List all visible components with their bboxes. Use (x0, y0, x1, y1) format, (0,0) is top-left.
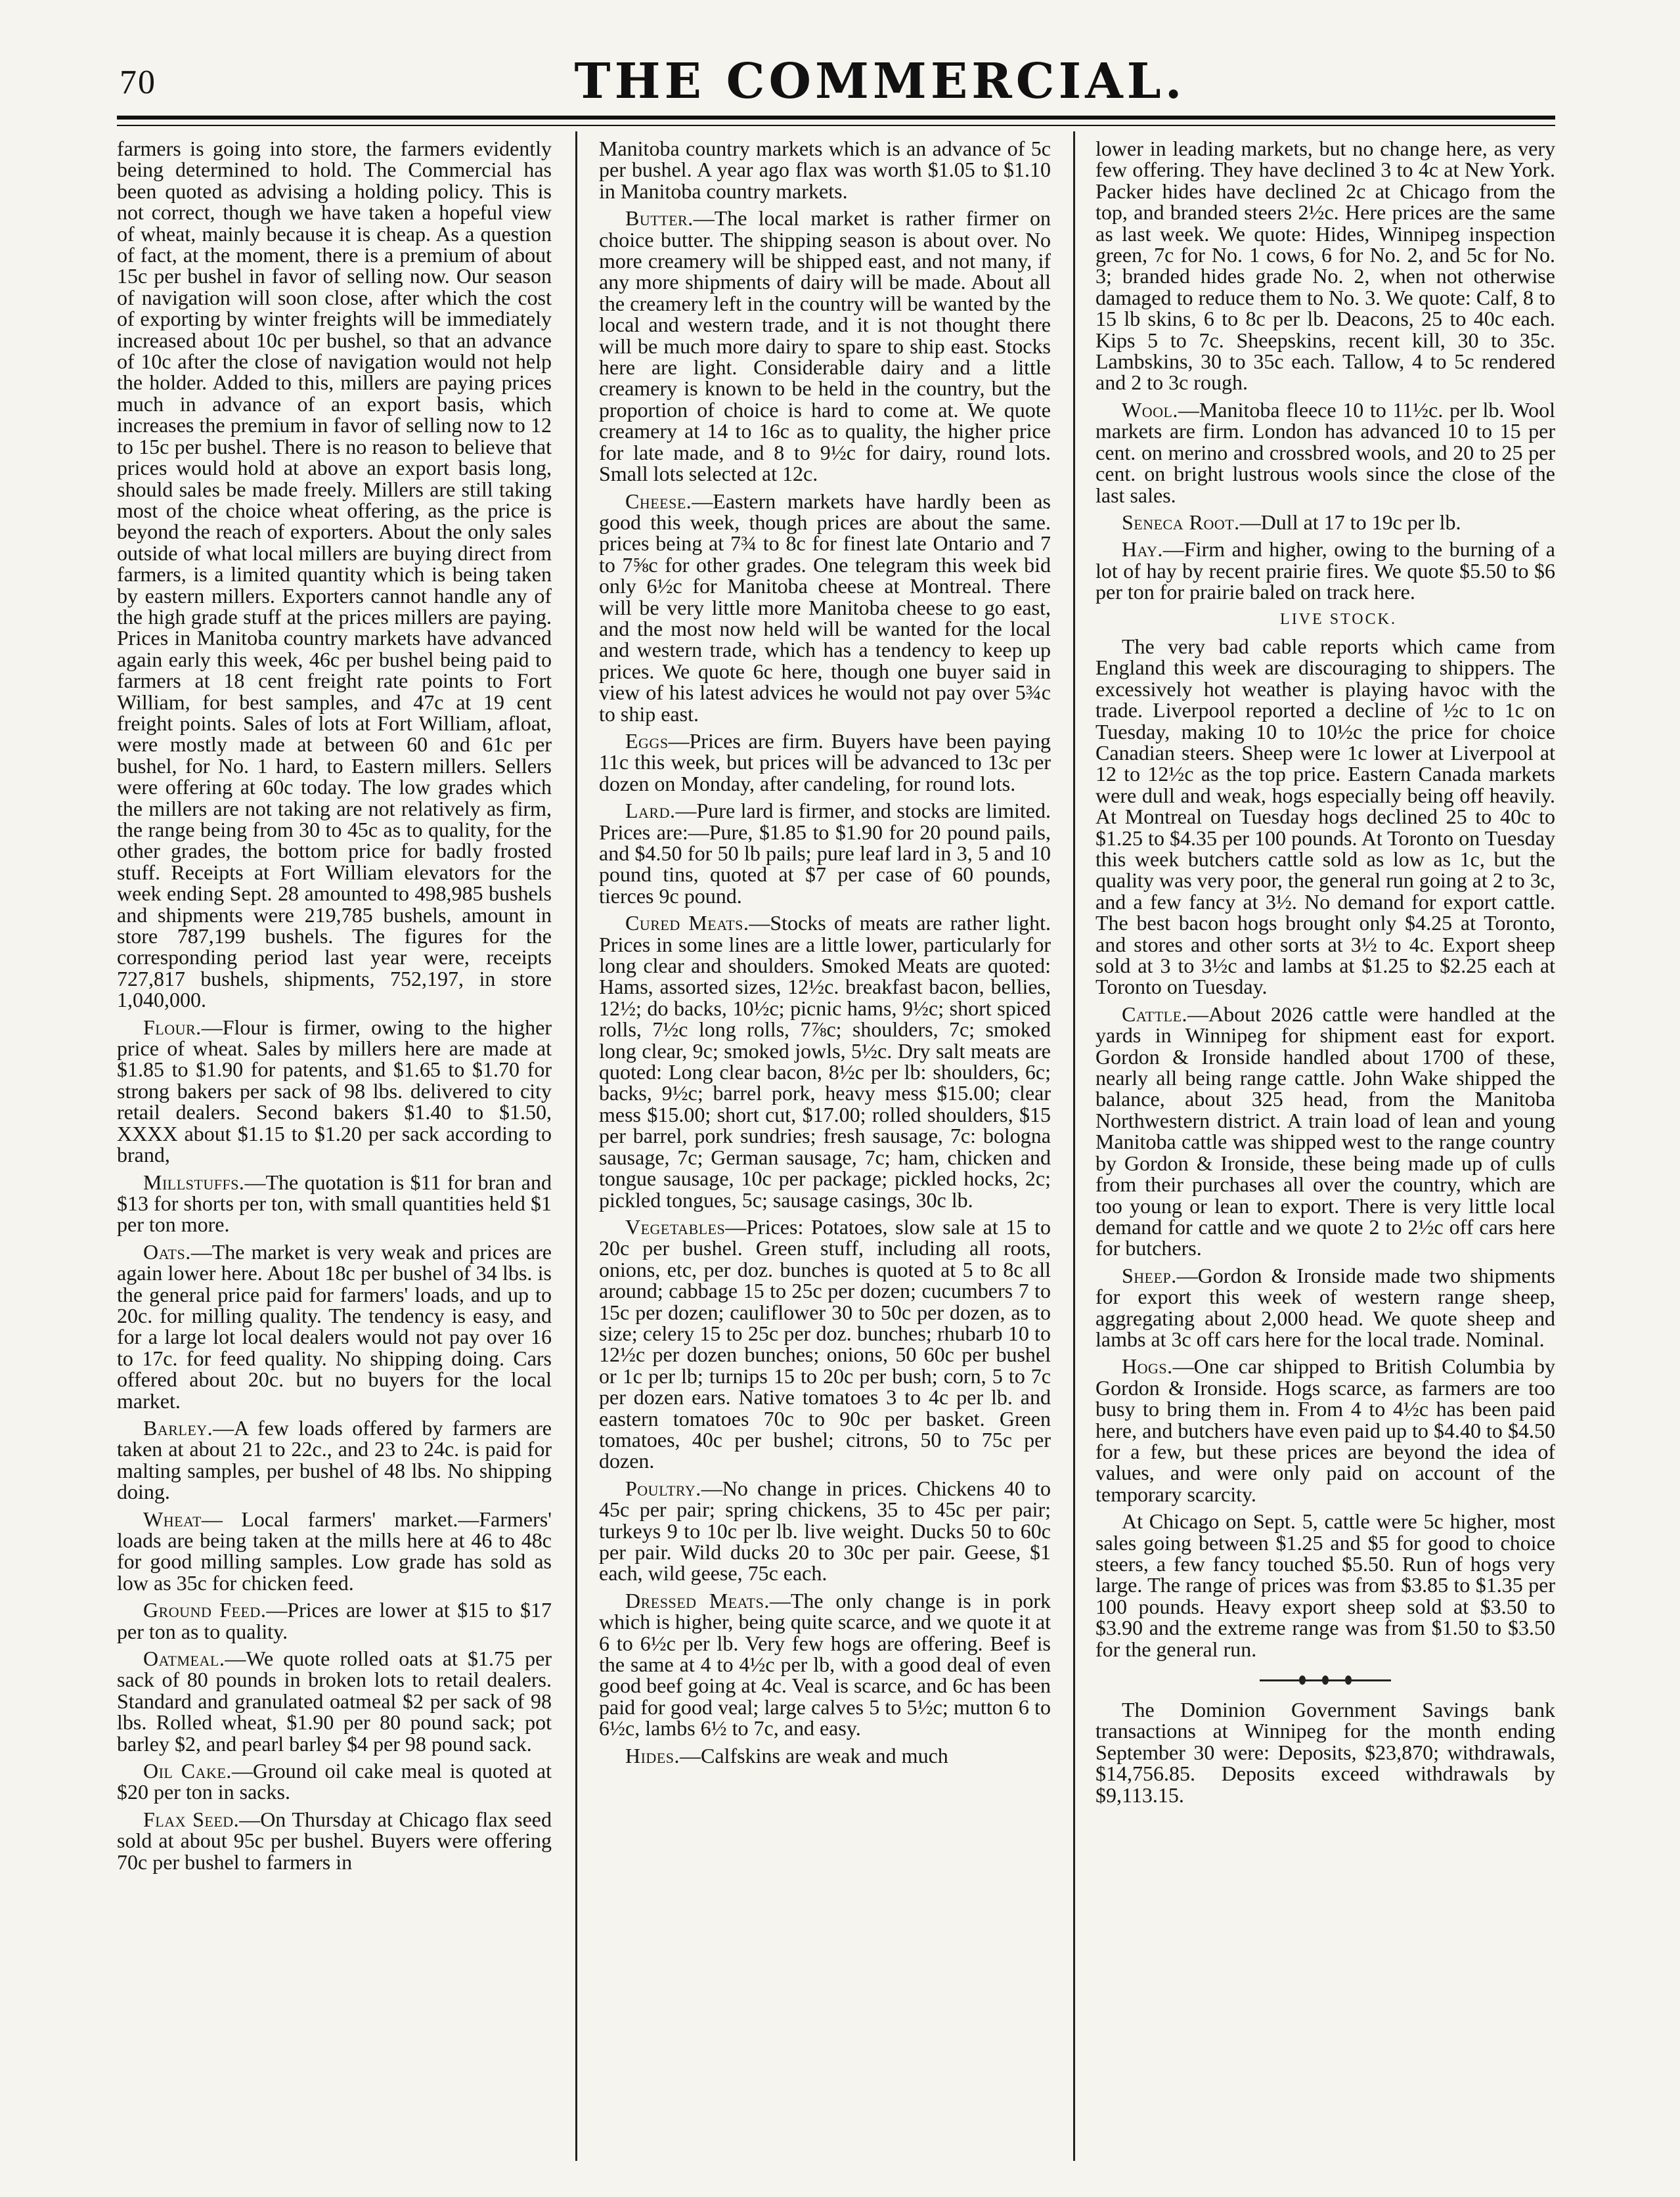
masthead-title: THE COMMERCIAL. (574, 53, 1186, 110)
oatmeal-heading: Oatmeal. (143, 1647, 225, 1671)
live-stock-section-title: LIVE STOCK. (1280, 610, 1397, 628)
hay-report (1095, 539, 1555, 602)
hides-continuation: lower in leading markets, but no change here, as very few offering. They have declined 3 to 4c at New York. Packer hides have declined 2c at Chicago from the top, and branded steers 2½c. Here prices are the same as last week. We quote: Hides, Winnipeg inspection green, 7c for No. 1 cows, 6 for No. 2, and 5c for No. 3; branded hides grade No. 2, when not otherwise damaged to reduce them to No. 3. We quote: Calf, 8 to 15 lb skins, 6 to 8c per lb. Deacons, 25 to 40c each. Kips 5 to 7c. Sheepskins, recent kill, 30 to 35c. Lambskins, 30 to 35c each. Tallow, 4 to 5c rendered and 2 to 3c rough. (1095, 138, 1555, 395)
oil-cake-heading: Oil Cake. (143, 1759, 232, 1783)
hay-heading: Hay. (1122, 537, 1163, 562)
oats-text: —The market is very weak and prices are again lower here. About 18c per bushel of 34 lbs. is the general price paid for farmers' loads, and up to 20c. for milling quality. The tendency is easy, and for a large lot local dealers would not pay over 16 to 17c. for feed quality. No shipping doing. Cars offered about 20c. but no buyers for the local market. (117, 1239, 552, 1413)
hogs-report (1095, 1356, 1555, 1505)
column-divider (1073, 131, 1075, 2161)
divider-dot (1299, 1675, 1306, 1685)
chicago-paragraph: At Chicago on Sept. 5, cattle were 5c higher, most sales going between $1.25 and $5 for good to choice steers, a few fancy touched $5.50. Run of hogs very large. The range of prices was from $3.85 to $1.35 per 100 pounds. Heavy export sheep sold at $3.50 to $3.90 and the extreme range was from $1.50 to $3.50 for the general run. (1095, 1509, 1555, 1661)
oatmeal-text: —We quote rolled oats at $1.75 per sack of 80 pounds in broken lots to retail dealers. Standard and granulated oatmeal $2 per sack of 98 lbs. Rolled wheat, $1.90 per 80 pound sack; pot barley $2, and pearl barley $4 per 98 pound sack. (117, 1647, 552, 1756)
wool-report (1095, 399, 1555, 506)
column-3 (1095, 138, 1555, 2161)
ground-feed-text: —Prices are lower at $15 to $17 per ton as to quality. (117, 1598, 552, 1643)
savings-bank-paragraph: The Dominion Government Savings bank transactions at Winnipeg for the month ending September 30 were: Deposits, $23,870; withdrawals, $14,756.85. Deposits exceed withdrawals by $9,113.15. (1095, 1698, 1555, 1807)
butter-report (599, 208, 1051, 484)
ground-feed-report (117, 1599, 552, 1642)
header-rule-thick (117, 116, 1555, 120)
dressed-meats-heading: Dressed Meats. (625, 1588, 770, 1612)
cattle-text: —About 2026 cattle were handled at the yards in Winnipeg for shipment east for export. Gordon & Ironside handled about 1700 of these, nearly all being range cattle. John Wake shipped the balance, about 325 head, from the Manitoba Northwestern district. A train load of lean and young Manitoba cattle was shipped west to the range country by Gordon & Ironside, these being made up of culls from their purchases all over the country, which are too young or lean to export. There is very little local demand for cattle and we quote 2 to 2½c off cars here for butchers. (1095, 1002, 1555, 1260)
ground-feed-heading: Ground Feed. (143, 1598, 267, 1622)
hogs-heading: Hogs. (1122, 1354, 1173, 1379)
hides-heading: Hides. (625, 1743, 680, 1767)
flax-seed-heading: Flax Seed. (143, 1807, 240, 1831)
barley-heading: Barley. (143, 1415, 213, 1440)
poultry-text: —No change in prices. Chickens 40 to 45c per pair; spring chickens, 35 to 45c per pair; turkeys 9 to 10c per lb. live weight. Ducks 50 to 60c per pair. Wild ducks 20 to 30c per pair. Geese, $1 each, wild geese, 75c each. (599, 1476, 1051, 1586)
cheese-heading: Cheese. (625, 489, 692, 513)
seneca-root-text: —Dull at 17 to 19c per lb. (1239, 510, 1461, 534)
butter-text: —The local market is rather firmer on choice butter. The shipping season is about over. No more creamery will be shipped east, and not many, if any more shipments of dairy will be made. About all the creamery left in the country will be wanted by the local and western trade, and it is not thought there will be much more dairy to spare to ship east. Stocks here are light. Considerable dairy and a little creamery is known to be held in the country, but the proportion of choice is hard to come at. We quote creamery at 14 to 16c as to quality, the higher price for late made, and 8 to 9½c for dairy, round lots. Small lots selected at 12c. (599, 206, 1051, 486)
millstuffs-report (117, 1172, 552, 1235)
seneca-root-heading: Seneca Root. (1122, 510, 1240, 534)
hides-report (599, 1745, 1051, 1766)
flax-seed-text: —On Thursday at Chicago flax seed sold at about 95c per bushel. Buyers were offering 70c per bushel to farmers in (117, 1807, 552, 1874)
flax-seed-report (117, 1809, 552, 1873)
flour-heading: Flour. (143, 1015, 202, 1039)
hay-text: —Firm and higher, owing to the burning of a lot of hay by recent prairie fires. We quote $5.50 to $6 per ton for prairie baled on track here. (1095, 537, 1555, 604)
oil-cake-report (117, 1760, 552, 1803)
cattle-report (1095, 1004, 1555, 1259)
flour-report (117, 1017, 552, 1166)
hides-text: —Calfskins are weak and much (680, 1743, 948, 1767)
column-divider (575, 131, 577, 2161)
cheese-report (599, 491, 1051, 724)
live-stock-paragraph: The very bad cable reports which came from England this week are discouraging to shippers. The excessively hot weather is playing havoc with the trade. Liverpool reported a decline of ½c to 1c on Tuesday, making 10 to 10½c the price for choice Canadian steers. Sheep were 1c lower at Liverpool at 12 to 12½c as the top price. Eastern Canada markets were dull and weak, hogs especially being off heavily. At Montreal on Tuesday hogs declined 25 to 40c to $1.25 to $4.35 per 100 pounds. At Toronto on Tuesday this week butchers cattle sold as low as 1c, but the quality was very poor, the general run going at 2 to 3c, and a few fancy at 3½. No demand for export cattle. The best bacon hogs brought only $4.25 at Toronto, and stores and other sorts at 3½ to 4c. Export sheep sold at 3 to 3½c and lambs at $1.25 to $2.25 each at Toronto on Tuesday. (1095, 634, 1555, 999)
oats-report (117, 1241, 552, 1411)
header-rule-thin (117, 125, 1555, 126)
dressed-meats-report (599, 1590, 1051, 1739)
lard-heading: Lard. (625, 799, 676, 823)
eggs-report (599, 730, 1051, 794)
flax-continuation: Manitoba country markets which is an advance of 5c per bushel. A year ago flax was worth $1.05 to $1.10 in Manitoba country markets. (599, 138, 1051, 203)
oats-heading: Oats. (143, 1239, 191, 1264)
vegetables-heading: Vegetables (625, 1214, 726, 1239)
wheat-text: — Local farmers' market.—Farmers' loads are being taken at the mills here at 46 to 48c for good milling samples. Low grade has sold as low as 35c for chicken feed. (117, 1507, 552, 1595)
column-2 (599, 138, 1051, 2161)
poultry-heading: Poultry. (625, 1476, 701, 1500)
flour-text: —Flour is firmer, owing to the higher price of wheat. Sales by millers here are made at $1.85 to $1.90 for patents, and $1.65 to $1.70 for strong bakers per sack of 98 lbs. delivered to city retail dealers. Second bakers $1.40 to $1.50, XXXX about $1.15 to $1.20 per sack according to brand, (117, 1015, 552, 1167)
lard-report (599, 800, 1051, 906)
cured-meats-heading: Cured Meats. (625, 911, 749, 935)
eggs-text: —Prices are firm. Buyers have been paying 11c this week, but prices will be advanced to 13c per dozen on Monday, after candeling, for round lots. (599, 728, 1051, 795)
page-number: 70 (120, 64, 156, 101)
millstuffs-heading: Millstuffs. (143, 1170, 245, 1194)
vegetables-text: —Prices: Potatoes, slow sale at 15 to 20c per bushel. Green stuff, including all roots, onions, etc, per doz. bunches is quoted at 5 to 8c all around; cabbage 15 to 25c per dozen; cucumbers 7 to 15c per dozen; cauliflower 30 to 50c per dozen, as to size; celery 15 to 25c per doz. bunches; rhubarb 10 to 12½c per dozen bunches; onions, 50 60c per bushel or 1c per lb; turnips 15 to 20c per bush; corn, 5 to 7c per dozen ears. Native tomatoes 3 to 4c per lb. and eastern tomatoes 70c to 90c per basket. Green tomatoes, 40c per bushel; citrons, 50 to 75c per dozen. (599, 1214, 1051, 1473)
barley-report (117, 1417, 552, 1503)
cheese-text: —Eastern markets have hardly been as good this week, though prices are about the same. prices being at 7¾ to 8c for finest late Ontario and 7 to 7⅝c for other grades. One telegram this week bid only 6½c for Manitoba cheese at Montreal. There will be very little more Manitoba cheese to go east, and the most now held will be wanted for the local and western trade, which has a tendency to keep up prices. We quote 6c here, though one buyer said in view of his latest advices he would not pay over 5¾c to ship east. (599, 489, 1051, 726)
dressed-meats-text: —The only change is in pork which is higher, being quite scarce, and we quote it at 6 to 6½c per lb. Very few hogs are offering. Beef is the same at 4 to 4½c per lb, with a good deal of even good beef going at 4c. Veal is scarce, and 6c has been paid for good veal; large calves 5 to 5½c; mutton 6 to 6½c, lambs 6½ to 7c, and easy. (599, 1588, 1051, 1741)
seneca-root-report (1095, 512, 1555, 533)
wheat-market-paragraph: farmers is going into store, the farmers evidently being determined to hold. The Commercial has been quoted as advising a holding policy. This is not correct, though we have taken a hopeful view of wheat, mainly because it is cheap. As a question of fact, at the moment, there is a premium of about 15c per bushel in favor of selling now. Our season of navigation will soon close, after which the cost of exporting by winter freights will be immediately increased about 10c per bushel, so that an advance of 10c after the close of navigation would not help the holder. Added to this, millers are paying prices much in advance of an export basis, which increases the premium in favor of selling now to 12 to 15c per bushel. There is no reason to believe that prices would hold at above an export basis long, should sales be made freely. Millers are still taking most of the choice wheat offering, as the price is beyond the reach of exporters. About the only sales outside of what local millers are buying direct from farmers, is a limited quantity which is being taken by eastern millers. Exporters cannot handle any of the high grade stuff at the prices millers are paying. Prices in Manitoba country markets have advanced again early this week, 46c per bushel being paid to farmers at 18 cent freight rate points to Fort William, for best samples, and 47c at 19 cent freight points. Sales of lots at Fort William, afloat, were mostly made at between 60 and 61c per bushel, for No. 1 hard, to Eastern millers. Sellers were offering at 60c today. The low grades which the millers are not taking are not relatively as firm, the range being from 30 to 45c as to quality, for the other grades, the bottom price for badly frosted stuff. Receipts at Fort William elevators for the week ending Sept. 28 amounted to 498,985 bushels and shipments were 219,785 bushels, amount in store 787,199 bushels. The figures for the corresponding period last year were, receipts 727,817 bushels, shipments, 752,197, in store 1,040,000. (117, 138, 552, 1012)
ornamental-divider (1260, 1672, 1391, 1689)
poultry-report (599, 1478, 1051, 1584)
divider-dot (1345, 1675, 1352, 1685)
sheep-text: —Gordon & Ironside made two shipments for export this week of western range sheep, aggregating about 2,000 head. We quote sheep and lambs at 3c off cars here for the local trade. Nominal. (1095, 1263, 1555, 1351)
wool-heading: Wool. (1122, 397, 1178, 422)
wheat-report (117, 1509, 552, 1594)
butter-heading: Butter. (625, 206, 694, 231)
hogs-text: —One car shipped to British Columbia by Gordon & Ironside. Hogs scarce, as farmers are too busy to bring them in. From 4 to 4½c has been paid here, and butchers have even paid up to $4.40 to $4.50 for a few, but these prices are beyond the idea of values, and were only paid on account of the temporary scarcity. (1095, 1354, 1555, 1506)
wool-text: —Manitoba fleece 10 to 11½c. per lb. Wool markets are firm. London has advanced 10 to 15 per cent. on merino and crossbred wools, and 20 to 25 per cent. on bright lustrous wools since the close of the last sales. (1095, 397, 1555, 507)
oatmeal-report (117, 1648, 552, 1754)
oil-cake-text: —Ground oil cake meal is quoted at $20 per ton in sacks. (117, 1759, 552, 1804)
sheep-heading: Sheep. (1122, 1263, 1177, 1287)
barley-text: —A few loads offered by farmers are taken at about 21 to 22c., and 23 to 24c. is paid for malting samples, per bushel of 48 lbs. No shipping doing. (117, 1415, 552, 1504)
sheep-report (1095, 1265, 1555, 1350)
eggs-heading: Eggs (625, 728, 669, 753)
cattle-heading: Cattle. (1122, 1002, 1188, 1026)
divider-dot (1322, 1675, 1329, 1685)
column-1 (117, 138, 552, 2161)
vegetables-report (599, 1216, 1051, 1472)
lard-text: —Pure lard is firmer, and stocks are limited. Prices are:—Pure, $1.85 to $1.90 for 20 pound pails, and $4.50 for 50 lb pails; pure leaf lard in 3, 5 and 10 pound tins, quoted at $7 per case of 60 pounds, tierces 9c pound. (599, 799, 1051, 908)
millstuffs-text: —The quotation is $11 for bran and $13 for shorts per ton, with small quantities held $1 per ton more. (117, 1170, 552, 1237)
cured-meats-text: —Stocks of meats are rather light. Prices in some lines are a little lower, particularly for long clear and shoulders. Smoked Meats are quoted: Hams, assorted sizes, 12½c. breakfast bacon, bellies, 12½; do backs, 10½c; picnic hams, 9½c; short spiced rolls, 7½c long rolls, 7⅞c; shoulders, 7c; smoked long clear, 9c; smoked jowls, 5½c. Dry salt meats are quoted: Long clear bacon, 8½c per lb: shoulders, 6c; backs, 9½c; barrel pork, heavy mess $15.00; clear mess $15.00; short cut, $17.00; rolled shoulders, $15 per barrel, pork sundries; fresh sausage, 7c: bologna sausage, 7c; German sausage, 7c; ham, chicken and tongue sausage, 10c per package; pickled hocks, 2c; pickled tongues, 5c; sausage casings, 30c lb. (599, 911, 1051, 1212)
cured-meats-report (599, 912, 1051, 1210)
wheat-heading: Wheat (143, 1507, 202, 1531)
